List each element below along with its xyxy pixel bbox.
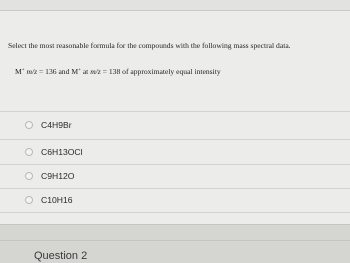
radio-button[interactable] [25,121,33,129]
ion1-value: = 136 and [38,67,70,76]
option-label[interactable]: C6H13OCl [41,147,83,157]
answer-option-4[interactable] [25,193,73,207]
ion2-symbol: M [71,67,79,76]
ion2-value: = 138 of approximately equal intensity [102,67,221,76]
divider [0,240,350,241]
divider [0,164,350,165]
ion1-symbol: M [15,67,22,76]
answer-option-1[interactable] [25,118,72,132]
divider [0,111,350,112]
ion2-prefix: at [82,67,89,76]
divider [0,224,350,225]
radio-button[interactable] [25,196,33,204]
top-strip [0,0,350,11]
spectral-data-line [15,67,345,76]
ion2-charge: + [78,68,81,73]
mz-symbol-2: m/z [90,67,101,76]
divider [0,139,350,140]
radio-button[interactable] [25,148,33,156]
option-label[interactable]: C9H12O [41,171,75,181]
answer-option-2[interactable] [25,145,83,159]
option-label[interactable]: C10H16 [41,195,73,205]
next-question-heading: Question 2 [34,250,88,262]
option-label[interactable]: C4H9Br [41,120,72,130]
ion1-charge: + [21,68,25,73]
answer-option-3[interactable] [25,169,74,183]
divider [0,212,350,213]
question-prompt: Select the most reasonable formula for the compounds with the following mass spectral data. [8,41,291,50]
radio-button[interactable] [25,172,33,180]
divider [0,188,350,189]
mz-symbol-1: m/z [26,67,38,76]
